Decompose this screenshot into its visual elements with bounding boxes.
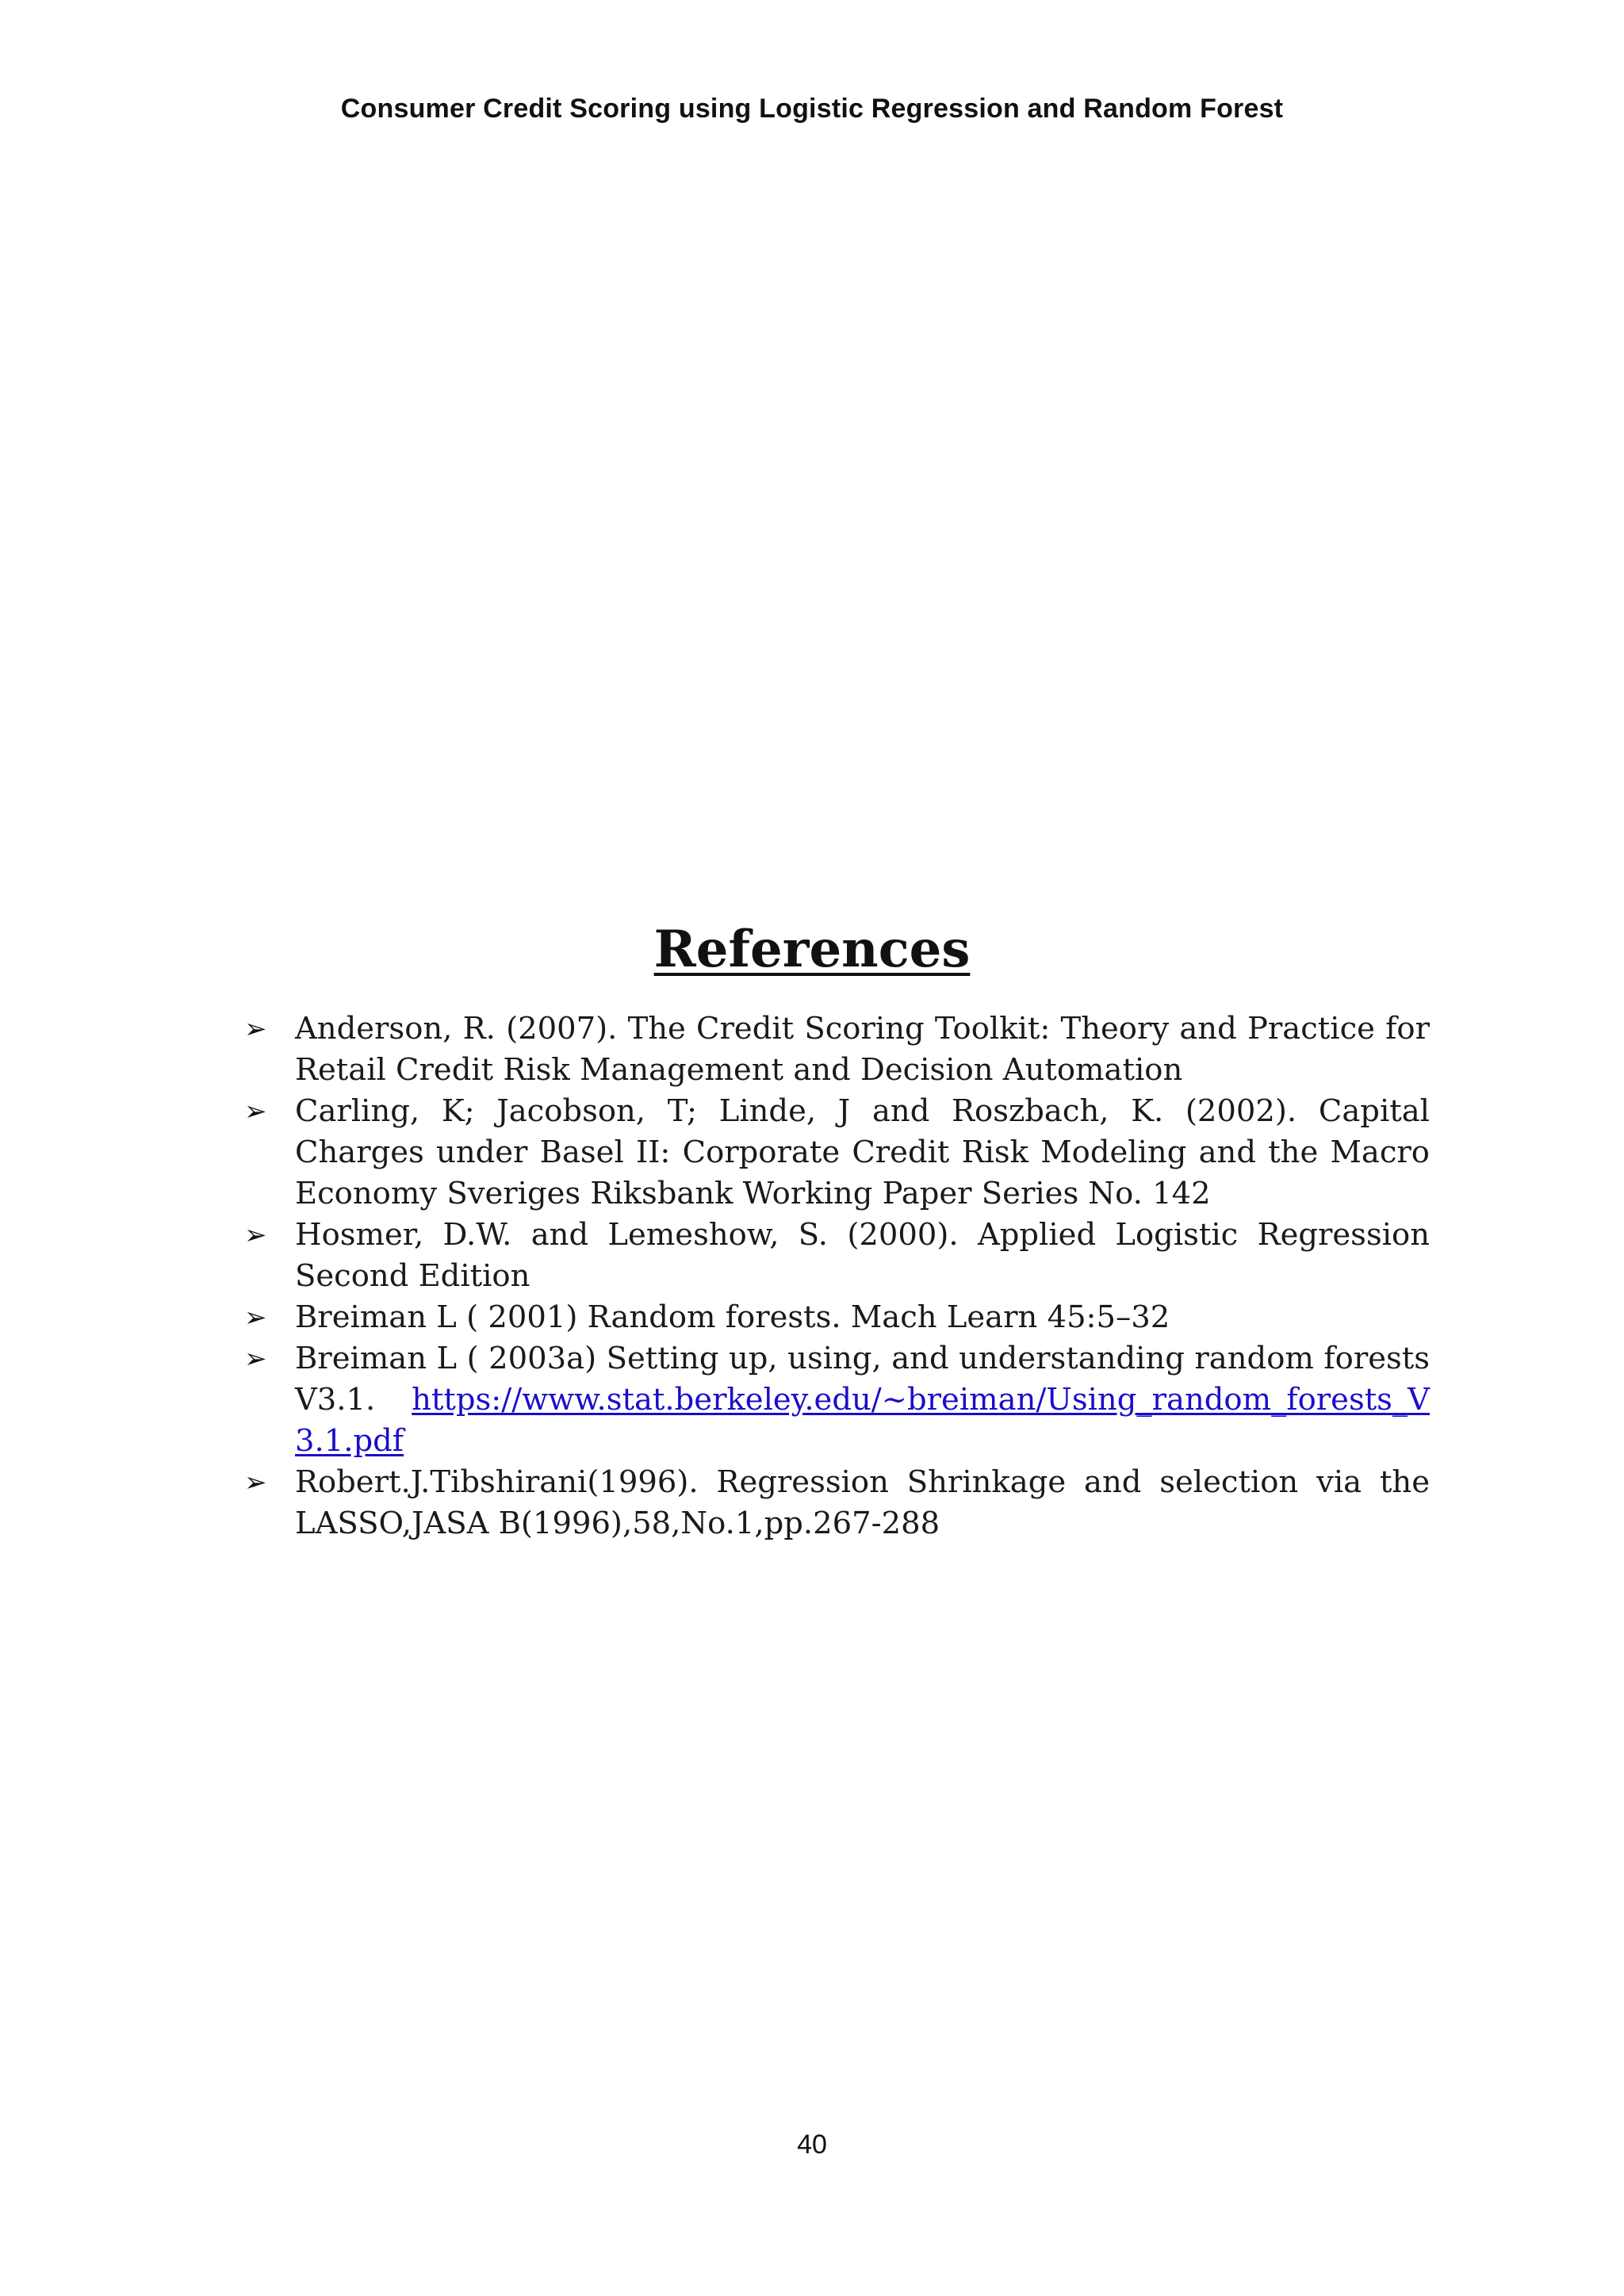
reference-item: [244, 1215, 1430, 1297]
reference-text: Hosmer, D.W. and Lemeshow, S. (2000). Applied Logistic Regression Second Edition: [295, 1217, 1430, 1294]
reference-text: Breiman L ( 2003a) Setting up, using, and understanding random forests V3.1.: [295, 1341, 1430, 1418]
reference-text: Robert.J.Tibshirani(1996). Regression Shrinkage and selection via the LASSO,JASA B(1996),58,No.1,pp.267-288: [295, 1464, 1430, 1541]
reference-item: [244, 1008, 1430, 1091]
references-heading: References: [653, 920, 971, 979]
references-list: [244, 1008, 1430, 1544]
arrow-bullet-icon: ➢: [244, 1343, 267, 1375]
running-header: Consumer Credit Scoring using Logistic Regression and Random Forest: [340, 94, 1284, 124]
arrow-bullet-icon: ➢: [244, 1219, 267, 1251]
reference-item: [244, 1462, 1430, 1544]
arrow-bullet-icon: ➢: [244, 1013, 267, 1045]
reference-text: Anderson, R. (2007). The Credit Scoring Toolkit: Theory and Practice for Retail Credit Risk Management and Decision Automation: [295, 1011, 1430, 1088]
reference-item: [244, 1297, 1430, 1338]
arrow-bullet-icon: ➢: [244, 1096, 267, 1127]
reference-text: Carling, K; Jacobson, T; Linde, J and Roszbach, K. (2002). Capital Charges under Basel II: Corporate Credit Risk Modeling and the Macro Economy Sveriges Riksbank Working Paper Series No. 142: [295, 1093, 1430, 1211]
page-number: 40: [797, 2130, 827, 2160]
reference-text: Breiman L ( 2001) Random forests. Mach Learn 45:5–32: [295, 1299, 1170, 1335]
arrow-bullet-icon: ➢: [244, 1302, 267, 1334]
reference-item: [244, 1091, 1430, 1215]
reference-link[interactable]: https://www.stat.berkeley.edu/~breiman/Using_random_forests_V3.1.pdf: [295, 1382, 1430, 1459]
arrow-bullet-icon: ➢: [244, 1467, 267, 1498]
reference-item: [244, 1338, 1430, 1462]
